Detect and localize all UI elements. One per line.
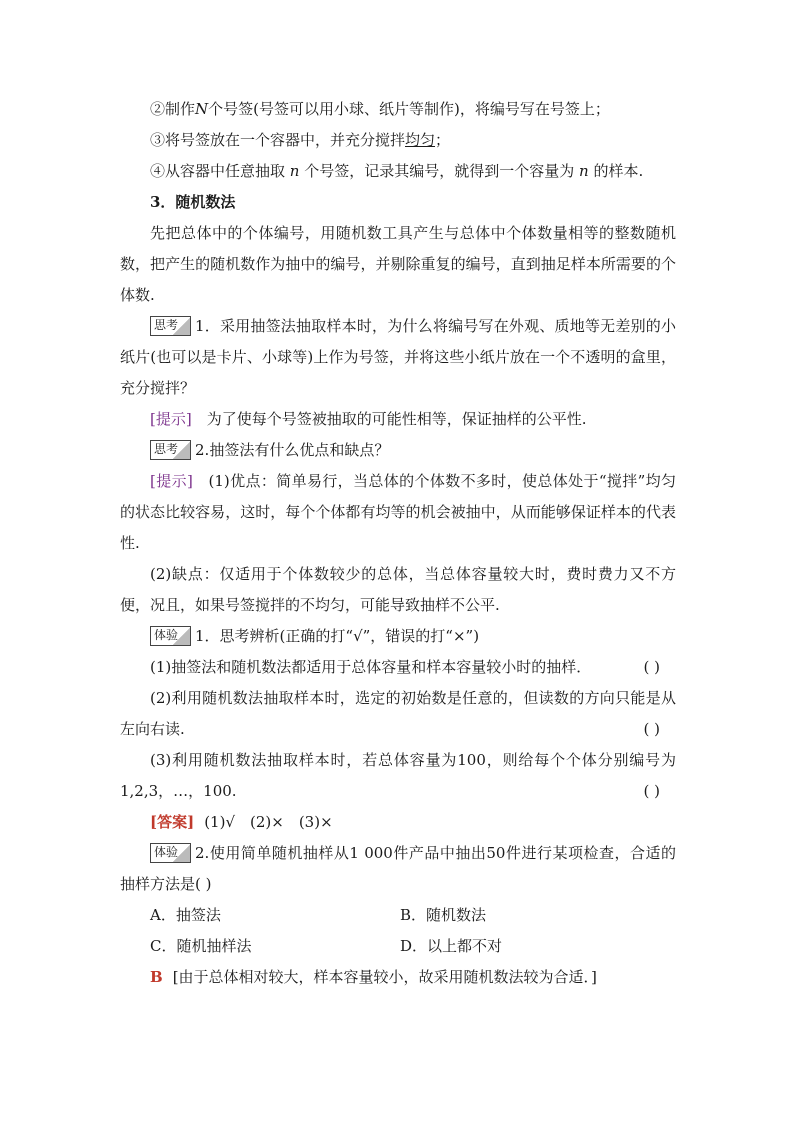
text: ②制作 — [150, 100, 196, 118]
think-2 — [120, 435, 676, 466]
text: ； — [435, 131, 451, 149]
hint-label: [提示] — [150, 410, 192, 428]
variable-n: n — [579, 162, 589, 180]
exp-1-q2 — [120, 683, 676, 745]
question-text: (1)抽签法和随机数法都适用于总体容量和样本容量较小时的抽样． — [150, 658, 592, 676]
step-4 — [120, 156, 676, 187]
exp-1-answer — [120, 807, 676, 838]
answer-text: (1)√ (2)× (3)× — [204, 813, 333, 831]
option-c: C．随机抽样法 — [150, 937, 252, 955]
text: ④从容器中任意抽取 — [150, 162, 286, 180]
underlined-text: 均匀 — [405, 131, 436, 149]
think-1-text: 1．采用抽签法抽取样本时，为什么将编号写在外观、质地等无差别的小纸片(也可以是卡片、小球等)上作为号签，并将这些小纸片放在一个不透明的盒里，充分搅拌？ — [120, 317, 676, 397]
answer-paren: ( ) — [643, 782, 660, 800]
step-3 — [120, 125, 676, 156]
exp-tag: 体验 — [150, 626, 191, 646]
hint-text: 为了使每个号签被抽取的可能性相等，保证抽样的公平性. — [206, 410, 587, 428]
exp-2-answer — [120, 962, 676, 993]
option-b: B．随机数法 — [400, 906, 487, 924]
exp-1-text: 1．思考辨析(正确的打“√”，错误的打“×”) — [195, 627, 480, 645]
answer-paren: ( ) — [643, 658, 660, 676]
options-row-1 — [120, 900, 676, 931]
think-1-hint — [120, 404, 676, 435]
hint-label: [提示] — [150, 472, 193, 490]
exp-tag: 体验 — [150, 843, 191, 863]
think-tag: 思考 — [150, 440, 191, 460]
answer-label: B — [150, 968, 163, 986]
think-2-text: 2.抽签法有什么优点和缺点？ — [195, 441, 390, 459]
variable-n: N — [195, 100, 209, 118]
option-d: D．以上都不对 — [400, 937, 503, 955]
answer-paren: ( ) — [643, 720, 660, 738]
text: 的样本. — [593, 162, 644, 180]
content — [120, 94, 676, 993]
think-1 — [120, 311, 676, 404]
hint-text: (1)优点：简单易行，当总体的个体数不多时，使总体处于“搅拌”均匀的状态比较容易，这时，每个个体都有均等的机会被抽中，从而能够保证样本的代表性. — [120, 472, 676, 552]
text: 个号签，记录其编号，就得到一个容量为 — [304, 162, 575, 180]
options-row-2 — [120, 931, 676, 962]
exp-1 — [120, 621, 676, 652]
text: 个号签(号签可以用小球、纸片等制作)，将编号写在号签上； — [208, 100, 610, 118]
exp-1-q1 — [120, 652, 676, 683]
step-2 — [120, 94, 676, 125]
text: ③将号签放在一个容器中，并充分搅拌 — [150, 131, 406, 149]
question-text: (3)利用随机数法抽取样本时，若总体容量为100，则给每个个体分别编号为1,2,3，…，100. — [120, 751, 676, 800]
exp-1-q3 — [120, 745, 676, 807]
think-2-hint-2: (2)缺点：仅适用于个体数较少的总体，当总体容量较大时，费时费力又不方便，况且，如果号签搅拌的不均匀，可能导致抽样不公平. — [120, 565, 676, 614]
think-tag: 思考 — [150, 316, 191, 336]
answer-label: [答案] — [150, 813, 195, 831]
exp-2 — [120, 838, 676, 900]
option-a: A．抽签法 — [150, 906, 221, 924]
answer-text: [由于总体相对较大，样本容量较小，故采用随机数法较为合适．] — [172, 968, 597, 986]
section-3-title: 3．随机数法 — [150, 193, 236, 211]
question-text: (2)利用随机数法抽取样本时，选定的初始数是任意的，但读数的方向只能是从左向右读. — [120, 689, 676, 738]
section-3-body: 先把总体中的个体编号，用随机数工具产生与总体中个体数量相等的整数随机数，把产生的随机数作为抽中的编号，并剔除重复的编号，直到抽足样本所需要的个体数. — [120, 224, 676, 304]
think-2-hint — [120, 466, 676, 559]
variable-n: n — [289, 162, 300, 180]
exp-2-text: 2.使用简单随机抽样从1 000件产品中抽出50件进行某项检查，合适的抽样方法是( ) — [120, 844, 676, 893]
